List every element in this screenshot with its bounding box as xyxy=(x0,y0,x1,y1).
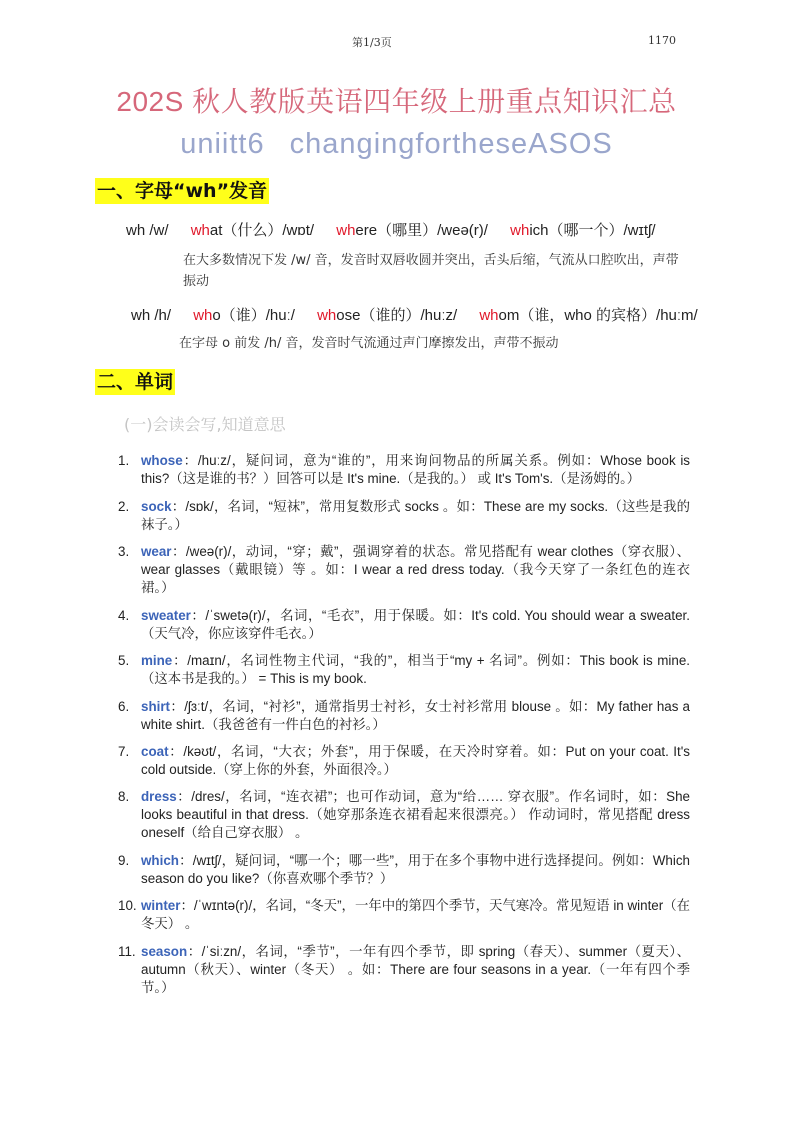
document-subtitle: uniitt6 changingfortheseASOS xyxy=(180,128,613,160)
document-number: 1170 xyxy=(648,34,676,47)
example-whose: whose（谁的）/huːz/ xyxy=(317,307,458,324)
vocab-word: whose xyxy=(141,453,183,468)
wh-w-examples-row xyxy=(126,219,656,240)
vocab-item-mine: 5. mine：/maɪn/，名词性物主代词，“我的”，相当于“my + 名词”。例如：This book is mine.（这本书是我的。） = This is my book. xyxy=(118,653,690,686)
example-whom: whom（谁，who 的宾格）/huːm/ xyxy=(479,307,698,324)
document-title: 202S 秋人教版英语四年级上册重点知识汇总 xyxy=(116,86,677,117)
vocab-word: sweater xyxy=(141,608,191,623)
page-indicator: 第1/3页 xyxy=(352,36,392,49)
example-which: which（哪一个）/wɪtʃ/ xyxy=(510,222,656,239)
vocab-word: which xyxy=(141,853,179,868)
wh-w-note: 在大多数情况下发 /w/ 音，发音时双唇收圆并突出，舌头后缩，气流从口腔吹出，声带振动 xyxy=(183,253,679,289)
wh-h-examples-row xyxy=(131,304,698,325)
vocab-item-which: 9. which：/wɪtʃ/，疑问词，“哪一个；哪一些”，用于在多个事物中进行选择提问。例如：Which season do you like?（你喜欢哪个季节？） xyxy=(118,853,690,886)
vocab-item-sock: 2. sock：/sɒk/，名词，“短袜”，常用复数形式 socks 。如：These are my socks.（这些是我的袜子。） xyxy=(118,499,690,532)
vocab-item-winter: 10. winter：/ˈwɪntə(r)/，名词，“冬天”，一年中的第四个季节，天气寒冷。常见短语 in winter（在冬天） 。 xyxy=(118,898,690,931)
page-header xyxy=(352,34,676,50)
vocab-word: mine xyxy=(141,653,173,668)
section-heading-wh-pronunciation: 一、字母“wh”发音 xyxy=(97,180,268,202)
section-heading-vocabulary: 二、单词 xyxy=(97,371,174,393)
vocabulary-subheading: (一)会读会写,知道意思 xyxy=(124,415,286,434)
example-who: who（谁）/huː/ xyxy=(193,307,295,324)
example-what: what（什么）/wɒt/ xyxy=(190,222,315,239)
vocab-item-whose: 1. whose：/huːz/，疑问词，意为“谁的”，用来询问物品的所属关系。例如：Whose book is this?（这是谁的书？）回答可以是 It's mine.（是我的。） 或 It's Tom's.（是汤姆的。） xyxy=(118,453,690,486)
vocab-item-coat: 7. coat：/kəʊt/，名词，“大衣；外套”，用于保暖，在天冷时穿着。如：Put on your coat. It's cold outside.（穿上你的外套，外面很冷。） xyxy=(118,744,690,777)
vocab-item-sweater: 4. sweater：/ˈswetə(r)/，名词，“毛衣”，用于保暖。如：It's cold. You should wear a sweater.（天气冷，你应该穿件毛衣。） xyxy=(118,608,690,641)
vocab-word: coat xyxy=(141,744,169,759)
wh-h-lead: wh /h/ xyxy=(131,307,172,324)
vocab-word: wear xyxy=(141,544,172,559)
vocab-word: shirt xyxy=(141,699,171,714)
vocab-item-wear: 3. wear：/weə(r)/，动词，“穿；戴”，强调穿着的状态。常见搭配有 wear clothes（穿衣服）、wear glasses（戴眼镜）等 。如：I wear a red dress today.（我今天穿了一条红色的连衣裙。） xyxy=(118,544,690,595)
vocab-word: season xyxy=(141,944,188,959)
wh-w-lead: wh /w/ xyxy=(126,222,169,239)
vocab-word: dress xyxy=(141,789,177,804)
vocab-word: sock xyxy=(141,499,172,514)
vocab-item-season: 11. season：/ˈsiːzn/，名词，“季节”，一年有四个季节，即 spring（春天）、summer（夏天）、autumn（秋天）、winter（冬天） 。如：There are four seasons in a year.（一年有四个季节。） xyxy=(118,944,690,995)
example-where: where（哪里）/weə(r)/ xyxy=(336,222,488,239)
wh-h-note: 在字母 o 前发 /h/ 音，发音时气流通过声门摩擦发出，声带不振动 xyxy=(179,336,559,351)
vocab-item-shirt: 6. shirt：/ʃɜːt/，名词，“衬衫”，通常指男士衬衫，女士衬衫常用 blouse 。如：My father has a white shirt.（我爸爸有一件白色的衬衫。） xyxy=(118,699,690,732)
vocab-item-dress: 8. dress：/dres/，名词，“连衣裙”；也可作动词，意为“给…… 穿衣服”。作名词时，如：She looks beautiful in that dress.（她穿那条连衣裙看起来很漂亮。） 作动词时，常见搭配 dress oneself（给自己穿衣服） 。 xyxy=(118,789,690,840)
vocab-word: winter xyxy=(141,898,181,913)
